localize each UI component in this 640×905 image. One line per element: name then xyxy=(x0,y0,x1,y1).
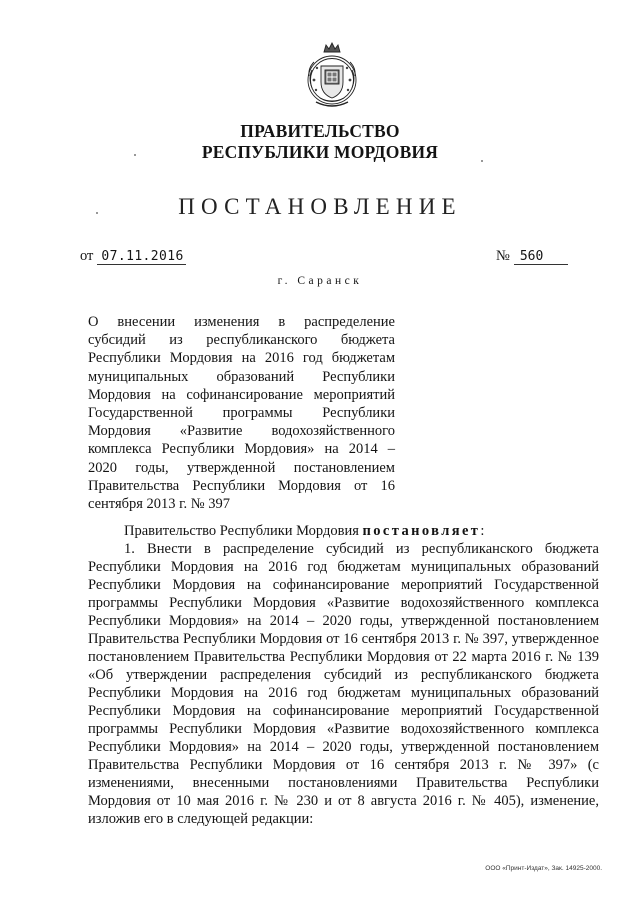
document-type-title: ПОСТАНОВЛЕНИЕ xyxy=(178,194,462,219)
print-info-footer: ООО «Принт-Издат», Зак. 14925-2000. xyxy=(485,865,602,872)
document-subject: О внесении изменения в распределение субсидий из республиканского бюджета Республики Мордовия на 2016 год бюджетам муниципальных образований Республики Мордовия на софинансирование мероприятий Государственной программы Республики Мордовия «Развитие водохозяйственного комплекса Республики Мордовия» на 2014 – 2020 годы, утвержденной постановлением Правительства Республики Мордовия от 16 сентября 2013 г. № 397 xyxy=(88,314,395,513)
decree-word: постановляет xyxy=(362,523,481,539)
item-1-paragraph: 1. Внести в распределение субсидий из республиканского бюджета Республики Мордовия на 2016 год бюджетам муниципальных образований Республики Мордовия на софинансирование мероприятий Государственной программы Республики Мордовия «Развитие водохозяйственного комплекса Республики Мордовия» на 2014 – 2020 годы, утвержденной постановлением Правительства Республики Мордовия от 16 сентября 2013 г. № 397, утвержденное постановлением Правительства Республики Мордовия от 22 марта 2016 г. № 139 «Об утверждении распределения субсидий из республиканского бюджета Республики Мордовия на 2016 год бюджетам муниципальных образований Республики Мордовия на софинансирование мероприятий Государственной программы Республики Мордовия «Развитие водохозяйственного комплекса Республики Мордовия» на 2014 – 2020 годы, утвержденной постановлением Правительства Республики Мордовия от 16 сентября 2013 г. № 397» (с изменениями, внесенными постановлениями Правительства Республики Мордовия от 10 мая 2016 г. № 230 и от 8 августа 2016 г. № 405), изменение, изложив его в следующей редакции: xyxy=(88,541,599,827)
city-line: г. Саранск xyxy=(277,275,363,287)
scan-speck xyxy=(96,212,98,214)
number-value: 560 xyxy=(514,249,568,265)
date-value: 07.11.2016 xyxy=(97,249,185,265)
document-body xyxy=(88,522,599,828)
preamble-text: Правительство Республики Мордовия xyxy=(124,523,363,539)
date-prefix: от xyxy=(80,248,94,264)
government-title-line2: РЕСПУБЛИКИ МОРДОВИЯ xyxy=(201,142,439,162)
preamble-paragraph xyxy=(88,522,599,540)
preamble-colon: : xyxy=(480,523,485,539)
date-field xyxy=(80,248,186,265)
number-field xyxy=(496,248,568,265)
mordovia-coat-of-arms-icon xyxy=(302,40,362,112)
scan-speck xyxy=(134,154,136,156)
government-title-line1: ПРАВИТЕЛЬСТВО xyxy=(240,121,400,141)
scan-speck xyxy=(481,160,483,162)
number-prefix: № xyxy=(496,248,510,264)
